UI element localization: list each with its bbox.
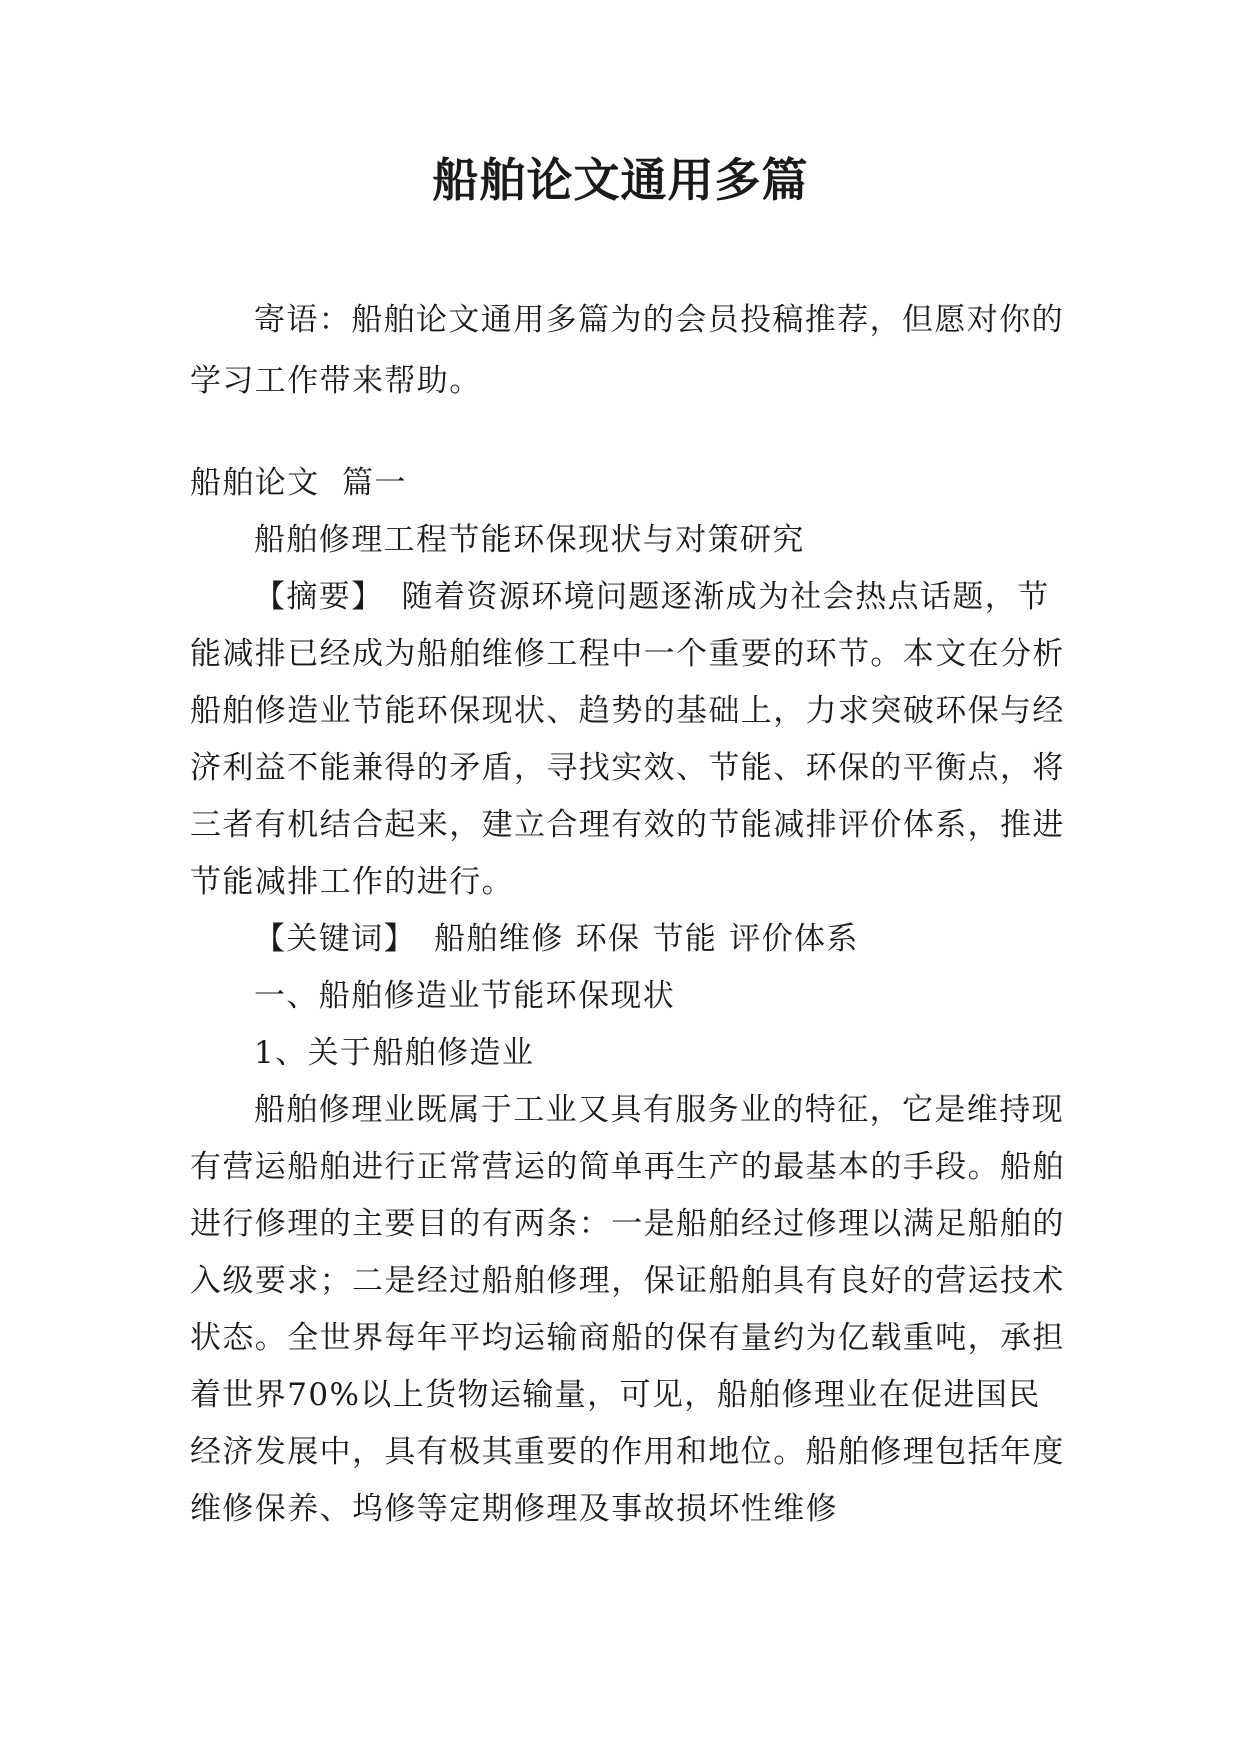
section-heading: 一、船舶修造业节能环保现状 (254, 978, 676, 1014)
keyword: 节能 (652, 921, 718, 957)
intro-block (190, 290, 1070, 412)
article-body (190, 455, 1070, 1538)
intro-paragraph: 寄语：船舶论文通用多篇为的会员投稿推荐，但愿对你的学习工作带来帮助。 (190, 302, 1064, 399)
section-label: 船舶论文 篇一 (190, 465, 407, 501)
subsection-heading: 1、关于船舶修造业 (254, 1035, 535, 1071)
keywords-tag: 【关键词】 (254, 921, 416, 957)
keywords-line (190, 911, 1070, 968)
abstract-paragraph (190, 569, 1070, 911)
document-title: 船舶论文通用多篇 (432, 153, 809, 207)
abstract-text: 随着资源环境问题逐渐成为社会热点话题，节能减排已经成为船舶维修工程中一个重要的环节。本文在分析船舶修造业节能环保现状、趋势的基础上，力求突破环保与经济利益不能兼得的矛盾，寻找实效、节能、环保的平衡点，将三者有机结合起来，建立合理有效的节能减排评价体系，推进节能减排工作的进行。 (190, 579, 1065, 900)
body-paragraph: 船舶修理业既属于工业又具有服务业的特征，它是维持现有营运船舶进行正常营运的简单再生产的最基本的手段。船舶进行修理的主要目的有两条：一是船舶经过修理以满足船舶的入级要求；二是经过船舶修理，保证船舶具有良好的营运技术状态。全世界每年平均运输商船的保有量约为亿载重吨，承担着世界70%以上货物运输量，可见，船舶修理业在促进国民经济发展中，具有极其重要的作用和地位。船舶修理包括年度维修保养、坞修等定期修理及事故损坏性维修 (190, 1092, 1065, 1527)
abstract-tag: 【摘要】 (254, 579, 384, 615)
keyword: 评价体系 (729, 921, 859, 957)
keyword: 船舶维修 (434, 921, 564, 957)
article-title: 船舶修理工程节能环保现状与对策研究 (254, 522, 805, 558)
keyword: 环保 (575, 921, 641, 957)
